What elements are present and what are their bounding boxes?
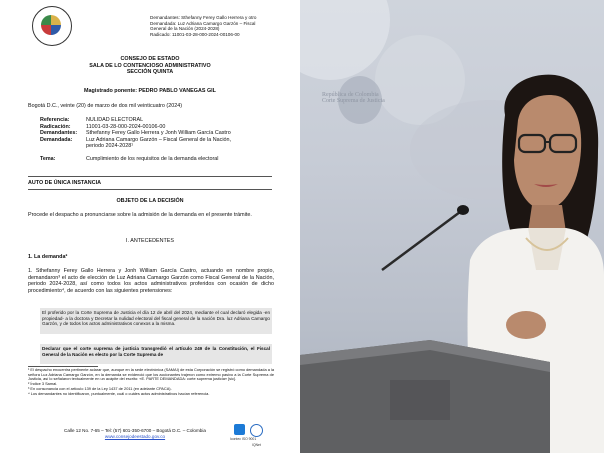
footer-address: Calle 12 No. 7-65 – Tel: (57) 601-350-6700 – Bogotá D.C. – Colombia bbox=[64, 428, 206, 433]
objeto-text: Procede el despacho a pronunciarse sobre la admisión de la demanda en el presente trámite. bbox=[28, 212, 252, 218]
icontec-logo-icon bbox=[234, 424, 245, 435]
speaker-photo bbox=[300, 0, 604, 453]
divider bbox=[28, 176, 272, 177]
footnote: ² Índice 3 Samai. bbox=[28, 381, 58, 387]
quote-text-1: El proferido por la Corte Suprema de Justicia el día 12 de abril del 2024, mediante el cual declaró elegida -en propiedad- a la doctora y Decretar la nulidad electoral del fiscal general de la nación Dra. luz Adriana Camargo Garzón, y de todos los actos administrativos conexos a la misma. bbox=[42, 310, 270, 327]
field-label: Demandantes: bbox=[40, 130, 78, 137]
field-row bbox=[40, 124, 280, 131]
backdrop-line: República de Colombia bbox=[322, 92, 379, 98]
logo-label: Icontec ISO 9001 bbox=[230, 437, 257, 441]
header-note-line: Demandada: Luz Adriana Camargo Garzón – Fiscal bbox=[150, 20, 256, 26]
field-row bbox=[40, 156, 280, 163]
document-page bbox=[0, 0, 300, 453]
magistrate-line: Magistrado ponente: PEDRO PABLO VANEGAS GIL bbox=[84, 88, 216, 94]
coat-of-arms-seal-icon bbox=[32, 6, 72, 46]
footnote: ³ En consonancia con el artículo 139 de la Ley 1437 de 2011 (en adelante CPACA). bbox=[28, 385, 172, 391]
field-row bbox=[40, 137, 280, 150]
court-name: CONSEJO DE ESTADO bbox=[120, 56, 180, 62]
paragraph-1: 1. Sthefanny Ferey Gallo Herrera y Jonh William García Castro, actuando en nombre propio, demandaron³ el acto de elección de Luz Adriana Camargo Garzón como Fiscal General de la Nación, periodo 2024-2028, así como todos los actos administrativos proferidos con ocasión de dicho procedimiento⁴, de acuerdo con las siguientes pretensiones: bbox=[28, 268, 274, 294]
court-chamber: SALA DE LO CONTENCIOSO ADMINISTRATIVO bbox=[89, 62, 211, 69]
footer-link[interactable]: www.consejodeestado.gov.co bbox=[104, 434, 166, 439]
case-fields bbox=[40, 117, 280, 163]
section-antecedentes: I. ANTECEDENTES bbox=[126, 238, 174, 244]
header-note-line: Radicado: 11001-03-28-000-2024-00106-00 bbox=[150, 31, 240, 37]
footnotes bbox=[28, 368, 274, 396]
case-header-note bbox=[150, 15, 290, 37]
field-value: 11001-03-28-000-2024-00106-00 bbox=[86, 123, 166, 130]
field-value: NULIDAD ELECTORAL bbox=[86, 117, 144, 123]
header-note-line: General de la Nación (2024-2028) bbox=[150, 26, 220, 32]
field-label: Demandada: bbox=[40, 136, 73, 143]
logo-label: IQNet bbox=[252, 443, 261, 447]
divider bbox=[28, 189, 272, 190]
header-note-line: Demandantes: Sthefanny Ferey Gallo Herrera y otro bbox=[150, 15, 257, 20]
demanda-heading: 1. La demanda² bbox=[28, 254, 68, 260]
auto-title: AUTO DE ÚNICA INSTANCIA bbox=[28, 180, 101, 186]
document-date: Bogotá D.C., veinte (20) de marzo de dos mil veinticuatro (2024) bbox=[28, 103, 183, 109]
field-row bbox=[40, 117, 280, 124]
backdrop-text bbox=[322, 92, 385, 104]
footnote: ¹ El despacho encuentra pertinente aclarar que, aunque en la sede electrónica (SAMAI) de esta Corporación se registró como demandada a la señora Luz Adriana Camargo Garzón, en la demanda se evidenció que los accionantes trajeron como extremo pasivo a la Corte Suprema de Justicia, así lo señalaron textualmente en un acápite del escrito: «E. PARTE DEMANDADA: corte suprema justicia» [sic]. bbox=[28, 367, 274, 382]
field-value: Cumplimiento de los requisitos de la demanda electoral bbox=[86, 155, 219, 162]
iqnet-logo-icon bbox=[250, 424, 263, 437]
field-value: Sthefanny Ferey Gallo Herrera y Jonh William García Castro bbox=[86, 130, 231, 137]
quote-text-2: Declarar que el corte suprema de justicia transgredió el artículo 249 de la Constitución, el Fiscal General de la Nación es electo por la Corte Suprema de bbox=[42, 346, 270, 357]
field-label: Tema: bbox=[40, 155, 56, 162]
field-row bbox=[40, 130, 280, 137]
court-heading bbox=[0, 56, 300, 76]
footnote: ⁴ Los demandantes no identificaron, puntualmente, cuál o cuáles actos administrativos hacían referencia. bbox=[28, 390, 210, 396]
field-label: Referencia: bbox=[40, 117, 70, 123]
court-section: SECCIÓN QUINTA bbox=[126, 69, 174, 76]
field-label: Radicación: bbox=[40, 123, 71, 130]
photo-illustration bbox=[300, 0, 604, 453]
backdrop-line: Corte Suprema de Justicia bbox=[322, 98, 385, 104]
field-value: Luz Adriana Camargo Garzón – Fiscal General de la Nación, periodo 2024-2028¹ bbox=[86, 136, 232, 150]
section-objeto: OBJETO DE LA DECISIÓN bbox=[116, 198, 184, 204]
